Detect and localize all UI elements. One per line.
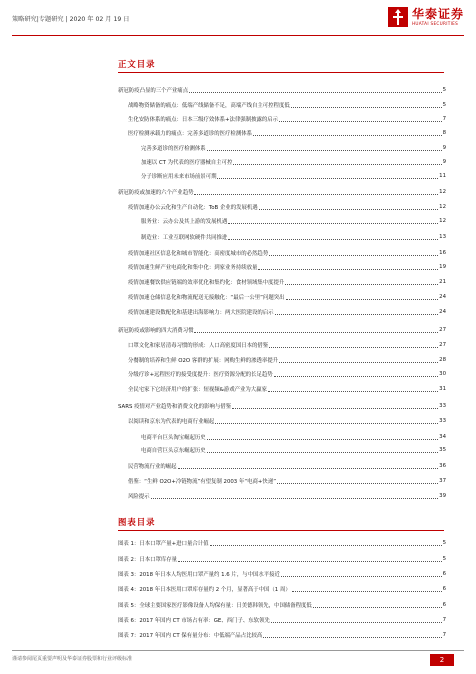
toc-entry-page: 30 [439, 371, 446, 377]
toc-entry-text: 完善多道诊的医疗检测体系 [141, 146, 206, 152]
toc-entry-text: 借鉴：“生鲜 O2O+冷链物流”有望复制 2003 年“电商+快递” [128, 479, 277, 485]
toc-entry-text: 疫情加速办公云化和生产自动化：ToB 企业的发展机遇 [128, 205, 258, 211]
toc-entry-text: 全民宅家下它经济用户的扩张：短视频&游戏产业为大赢家 [128, 387, 267, 393]
toc-entry-text: 服务业：云办公及其上游的发展机遇 [141, 219, 228, 225]
toc-leader-dots [279, 121, 441, 122]
toc-entry-text: 新冠防疫或加速的六个产业趋势 [118, 190, 194, 196]
toc-entry-page: 34 [439, 434, 446, 440]
toc-leader-dots [258, 269, 438, 270]
figures-leader-dots [210, 545, 442, 546]
toc-entry-page: 39 [439, 493, 446, 499]
figures-leader-dots [292, 591, 442, 592]
toc-entry-text: 以阅读和京东为代表的电商行业崛起 [128, 419, 215, 425]
toc-entry-text: 医疗检测承载力的痛点：完善多道诊的医疗检测体系 [128, 131, 252, 137]
toc-leader-dots [217, 178, 438, 179]
toc-leader-dots [207, 150, 442, 151]
report-header-info: 策略研究|专题研究 | 2020 年 02 月 19 日 [12, 16, 130, 23]
header-divider [12, 35, 464, 36]
figures-leader-dots [271, 622, 442, 623]
toc-entry-page: 21 [439, 279, 446, 285]
toc-entry[interactable] [141, 143, 446, 153]
toc-leader-dots [277, 483, 438, 484]
toc-entry-text: 生化安防体系的痛点：日本三级疗效体系+法律强制披露的启示 [128, 117, 279, 123]
toc-entry-page: 13 [439, 234, 446, 240]
toc-entry[interactable] [118, 85, 446, 95]
figures-entry-page: 6 [442, 571, 446, 577]
figures-entry-page: 6 [442, 602, 446, 608]
figures-entry[interactable] [118, 554, 446, 564]
figures-entry-page: 6 [442, 586, 446, 592]
logo-chinese-name: 华泰证券 [411, 7, 464, 21]
figures-leader-dots [313, 607, 442, 608]
huatai-logo-icon [388, 7, 408, 27]
figures-entry[interactable] [118, 630, 446, 640]
toc-entry-page: 37 [439, 478, 446, 484]
huatai-logo [388, 7, 464, 27]
toc-leader-dots [269, 347, 438, 348]
toc-entry[interactable] [128, 277, 446, 287]
figures-entry-text: 图表 5：全球主要国家医疗影像设备人均保有量：日美德韩领先，中国储备程度低 [118, 603, 312, 609]
figures-entry-page: 5 [442, 556, 446, 562]
toc-leader-dots [259, 209, 438, 210]
toc-entry-page: 33 [439, 403, 446, 409]
toc-entry[interactable] [128, 307, 446, 317]
toc-entry-text: 风险提示 [128, 494, 150, 500]
toc-entry[interactable] [128, 355, 446, 365]
toc-entry[interactable] [141, 232, 446, 242]
toc-entry-page: 5 [442, 102, 446, 108]
toc-entry[interactable] [128, 476, 446, 486]
figures-entry-page: 7 [442, 617, 446, 623]
toc-entry[interactable] [128, 114, 446, 124]
disclaimer-note: 谨请参阅尾页重要声明及华泰证券股票和行业评级标准 [12, 656, 133, 662]
page-number-badge: 2 [430, 654, 454, 666]
toc-entry-text: 分餐制的培养和生鲜 O2O 客群的扩展：网购生鲜的渗透率提升 [128, 358, 279, 364]
figures-leader-dots [281, 576, 442, 577]
toc-leader-dots [194, 194, 438, 195]
figures-entry-text: 图表 7：2017 年国内 CT 保有量分布：中低端产品占比较高 [118, 633, 263, 639]
toc-entry-page: 5 [442, 87, 446, 93]
toc-title-divider [118, 72, 444, 73]
toc-entry-page: 33 [439, 418, 446, 424]
toc-entry[interactable] [118, 187, 446, 197]
toc-entry[interactable] [128, 128, 446, 138]
figures-entry-page: 7 [442, 632, 446, 638]
toc-leader-dots [228, 239, 438, 240]
toc-entry-page: 8 [442, 130, 446, 136]
toc-entry-page: 11 [439, 173, 446, 179]
toc-entry[interactable] [141, 432, 446, 442]
figures-entry-text: 图表 1：日本口罩产量+进口量合计值 [118, 541, 209, 547]
figures-title: 图表目录 [118, 517, 156, 527]
figures-leader-dots [178, 561, 442, 562]
toc-entry-page: 24 [439, 309, 446, 315]
toc-leader-dots [232, 408, 438, 409]
toc-entry-text: 疫情加速社区信息化和城市智能化：高密度城市的必然趋势 [128, 251, 269, 257]
figures-entry[interactable] [118, 538, 446, 548]
toc-leader-dots [215, 423, 438, 424]
toc-entry-page: 12 [439, 204, 446, 210]
figures-entry-text: 图表 6：2017 年国内 CT 市场占有率：GE、西门子、东软领先 [118, 618, 270, 624]
toc-entry[interactable] [128, 292, 446, 302]
logo-english-name: HUATAI SECURITIES [411, 21, 459, 26]
toc-entry-page: 19 [439, 264, 446, 270]
toc-entry[interactable] [128, 202, 446, 212]
footer-divider [12, 650, 464, 651]
toc-entry[interactable] [128, 384, 446, 394]
toc-entry[interactable] [128, 248, 446, 258]
toc-entry-page: 9 [442, 145, 446, 151]
toc-entry-text: 新冠防疫或影响的四大消费习惯 [118, 328, 194, 334]
toc-entry-page: 27 [439, 342, 446, 348]
toc-entry[interactable] [141, 171, 446, 181]
toc-title: 正文目录 [118, 59, 156, 69]
toc-leader-dots [189, 92, 441, 93]
toc-entry-page: 12 [439, 189, 446, 195]
toc-entry-text: 电商平台巨头淘宝崛起历史 [141, 435, 206, 441]
figures-entry-page: 5 [442, 540, 446, 546]
figures-leader-dots [263, 637, 441, 638]
toc-entry[interactable] [141, 216, 446, 226]
toc-leader-dots [151, 498, 439, 499]
toc-leader-dots [291, 107, 442, 108]
toc-entry-page: 31 [439, 386, 446, 392]
toc-leader-dots [207, 452, 438, 453]
toc-entry[interactable] [128, 100, 446, 110]
toc-leader-dots [274, 376, 438, 377]
figures-entry-text: 图表 2：日本口罩库存量 [118, 557, 178, 563]
toc-entry[interactable] [128, 340, 446, 350]
toc-entry-text: 分子诊断应用未来市场前景可期 [141, 174, 217, 180]
toc-leader-dots [228, 223, 438, 224]
figures-entry-text: 图表 4：2018 年日本医用口罩库存量约 2 个月，显著高于中国（1 周） [118, 587, 291, 593]
toc-entry[interactable] [141, 157, 446, 167]
toc-entry-text: 疫情加速餐饮供应链端的效率优化和集约化：食材领域集中度提升 [128, 280, 285, 286]
toc-leader-dots [275, 314, 439, 315]
toc-entry-text: 新冠防疫凸显的三个产业痛点 [118, 88, 189, 94]
toc-entry-page: 12 [439, 218, 446, 224]
figures-entry-text: 图表 3：2018 年日本人均医用口罩产量约 1.6 片，与中国水平接近 [118, 572, 280, 578]
toc-entry[interactable] [118, 401, 446, 411]
toc-entry[interactable] [128, 369, 446, 379]
toc-entry-text: 加速以 CT 为代表的医疗器械自主可控 [141, 160, 233, 166]
toc-entry-text: 疫情加速生鲜产业电商化和集中化：到家业务持续放量 [128, 265, 258, 271]
toc-entry[interactable] [128, 262, 446, 272]
toc-entry-text: 民营物流行业的崛起 [128, 464, 177, 470]
toc-entry-text: 战略物资储备的痛点：低端产线储备不足，高端产线自主可控程度低 [128, 103, 290, 109]
toc-entry-page: 24 [439, 294, 446, 300]
figures-title-divider [118, 530, 444, 531]
toc-leader-dots [286, 299, 439, 300]
toc-entry-text: 口罩文化和家居清毒习惯的形成：人口高密度国日本的借鉴 [128, 343, 269, 349]
toc-entry-text: 电商自营巨头京东崛起历史 [141, 448, 206, 454]
toc-entry-page: 35 [439, 447, 446, 453]
toc-leader-dots [279, 362, 438, 363]
figures-entry[interactable] [118, 584, 446, 594]
toc-entry[interactable] [128, 416, 446, 426]
toc-entry-page: 16 [439, 250, 446, 256]
figures-entry[interactable] [118, 600, 446, 610]
toc-entry-page: 7 [442, 116, 446, 122]
toc-leader-dots [269, 255, 438, 256]
toc-entry-text: 制造业：工业互联网软硬件共同推进 [141, 235, 228, 241]
toc-entry[interactable] [118, 325, 446, 335]
toc-entry-page: 27 [439, 327, 446, 333]
toc-entry[interactable] [128, 491, 446, 501]
toc-entry-text: 疫情加速建设数配化和基建出海影响力：两大医院建设的启示 [128, 310, 274, 316]
toc-entry[interactable] [141, 445, 446, 455]
toc-entry-page: 9 [442, 159, 446, 165]
toc-leader-dots [253, 135, 442, 136]
toc-leader-dots [233, 164, 441, 165]
figures-entry[interactable] [118, 615, 446, 625]
toc-leader-dots [207, 439, 438, 440]
toc-leader-dots [268, 391, 438, 392]
figures-entry[interactable] [118, 569, 446, 579]
toc-leader-dots [178, 468, 439, 469]
toc-entry-text: 疫情加速仓储信息化和物流配送无接触化：“最后一公里”问题突出 [128, 295, 285, 301]
toc-leader-dots [194, 332, 438, 333]
toc-entry[interactable] [128, 461, 446, 471]
toc-entry-page: 28 [439, 357, 446, 363]
toc-entry-page: 36 [439, 463, 446, 469]
toc-leader-dots [285, 284, 438, 285]
toc-entry-text: SARS 疫情对产业趋势和消费文化的影响与借鉴 [118, 404, 232, 410]
toc-entry-text: 分级疗诊+远程医疗的接受度提升：医疗资源分配的长足趋势 [128, 372, 273, 378]
